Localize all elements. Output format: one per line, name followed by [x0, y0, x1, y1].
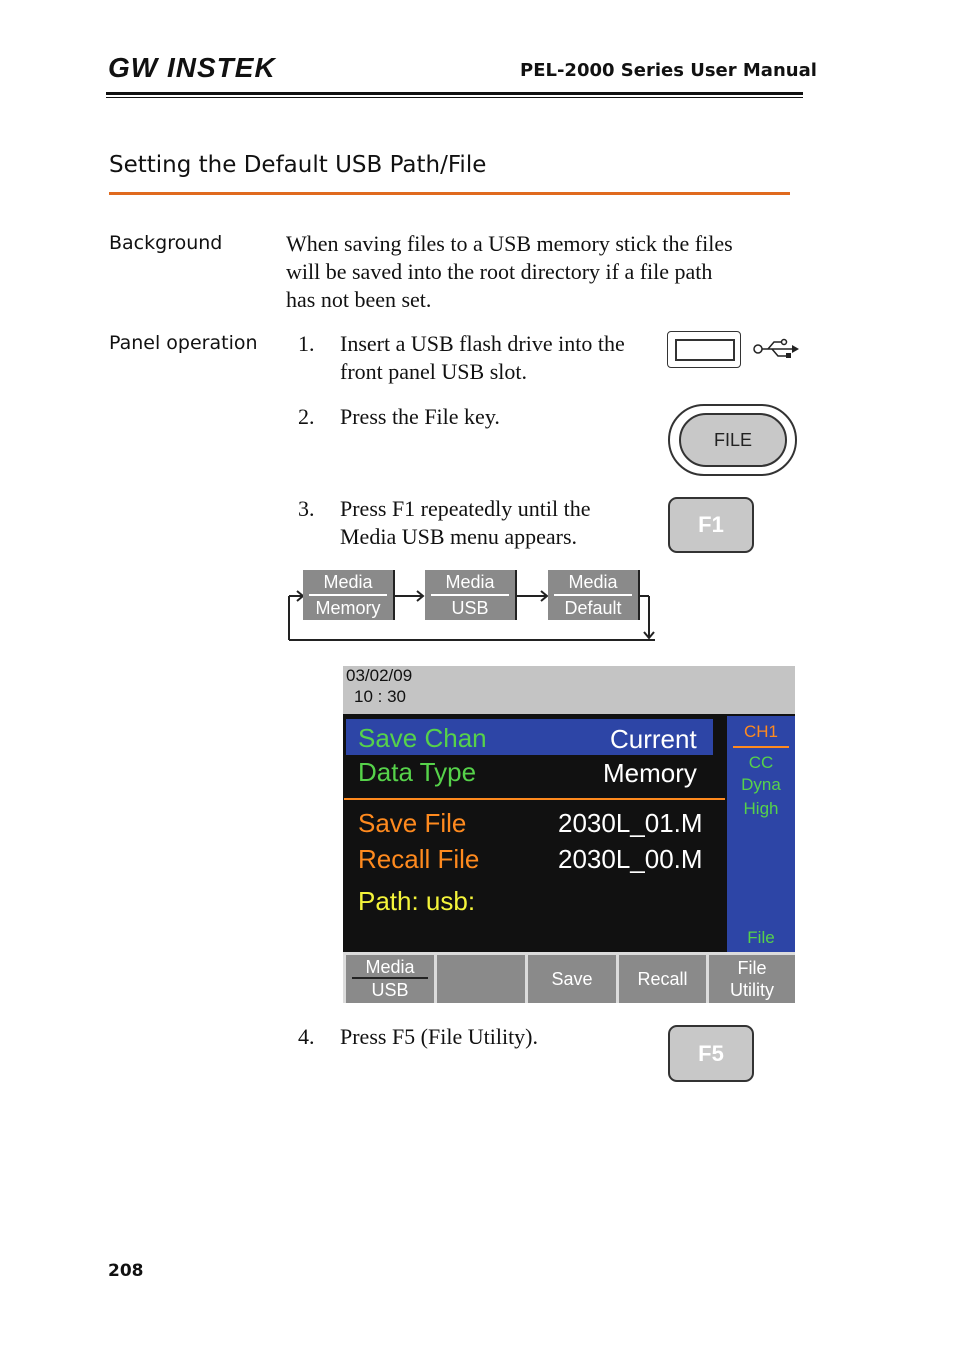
mode-cc: CC — [748, 753, 774, 772]
data-type-value: Memory — [603, 758, 697, 788]
lcd-time: 10 : 30 — [354, 687, 406, 706]
softkey-top-label: Save — [551, 968, 593, 989]
softkey-blank[interactable] — [437, 955, 525, 1003]
menu-top-label: Media — [431, 570, 509, 596]
path-value: Path: usb: — [358, 886, 476, 916]
f5-key[interactable]: F5 — [668, 1025, 754, 1082]
softkey-recall[interactable] — [619, 955, 706, 1003]
step-number: 3. — [298, 496, 315, 521]
section-title: Setting the Default USB Path/File — [109, 152, 487, 178]
step-text: Press F5 (File Utility). — [340, 1024, 539, 1049]
menu-bottom-label: Memory — [315, 598, 381, 618]
manual-title: PEL-2000 Series User Manual — [520, 60, 817, 81]
brand-logo: GW INSTEK — [108, 52, 276, 83]
mode-dyna: Dyna — [741, 775, 781, 794]
step-number: 1. — [298, 331, 315, 356]
step-line: Press F1 repeatedly until the — [340, 496, 591, 521]
f1-key[interactable]: F1 — [668, 497, 754, 553]
background-text — [286, 230, 796, 314]
recall-file-label: Recall File — [358, 844, 480, 874]
menu-media-memory — [303, 570, 395, 620]
step-line: Media USB menu appears. — [340, 524, 578, 549]
menu-top-label: Media — [554, 570, 632, 596]
softkey-bottom-label: Utility — [730, 980, 774, 1000]
channel-label: CH1 — [743, 722, 778, 741]
softkey-save[interactable] — [528, 955, 616, 1003]
header-rule — [106, 92, 803, 95]
menu-media-usb — [425, 570, 517, 620]
save-chan-label: Save Chan — [358, 723, 487, 753]
step-number: 4. — [298, 1024, 315, 1049]
step-line: Insert a USB flash drive into the — [340, 331, 625, 356]
data-type-label: Data Type — [358, 757, 477, 787]
range-high: High — [743, 799, 779, 818]
background-label: Background — [109, 232, 223, 254]
usb-slot-inner — [675, 339, 735, 361]
save-file-value: 2030L_01.M — [558, 808, 703, 838]
page-number: 208 — [108, 1261, 144, 1281]
softkey-top-label: Recall — [637, 968, 688, 989]
panel-operation-label: Panel operation — [109, 332, 258, 354]
step-line: front panel USB slot. — [340, 359, 527, 384]
file-key[interactable]: FILE — [679, 413, 787, 467]
save-chan-value: Current — [610, 724, 697, 754]
menu-media-default — [548, 570, 640, 620]
softkey-top-label: Media — [352, 957, 428, 979]
softkey-top-label: File — [737, 958, 767, 978]
softkey-file-utility[interactable] — [709, 955, 795, 1003]
menu-bottom-label: Default — [564, 598, 622, 618]
menu-top-label: Media — [309, 570, 387, 596]
softkey-media-usb[interactable] — [346, 955, 434, 1003]
side-file-label: File — [747, 928, 775, 947]
background-line: will be saved into the root directory if a file path — [286, 259, 713, 284]
recall-file-value: 2030L_00.M — [558, 844, 703, 874]
background-line: When saving files to a USB memory stick the files — [286, 231, 733, 256]
lcd-side-panel — [727, 716, 795, 952]
softkey-bottom-label: USB — [371, 980, 409, 1000]
save-file-label: Save File — [358, 808, 467, 838]
step-text — [340, 495, 660, 551]
channel-underline — [733, 746, 789, 748]
section-rule — [109, 192, 790, 195]
menu-bottom-label: USB — [451, 598, 489, 618]
usb-symbol-icon — [752, 338, 800, 360]
step-text — [340, 330, 670, 386]
background-line: has not been set. — [286, 287, 432, 312]
step-number: 2. — [298, 404, 315, 429]
header-rule-thin — [106, 97, 803, 98]
step-text: Press the File key. — [340, 404, 500, 429]
lcd-date: 03/02/09 — [346, 666, 413, 685]
